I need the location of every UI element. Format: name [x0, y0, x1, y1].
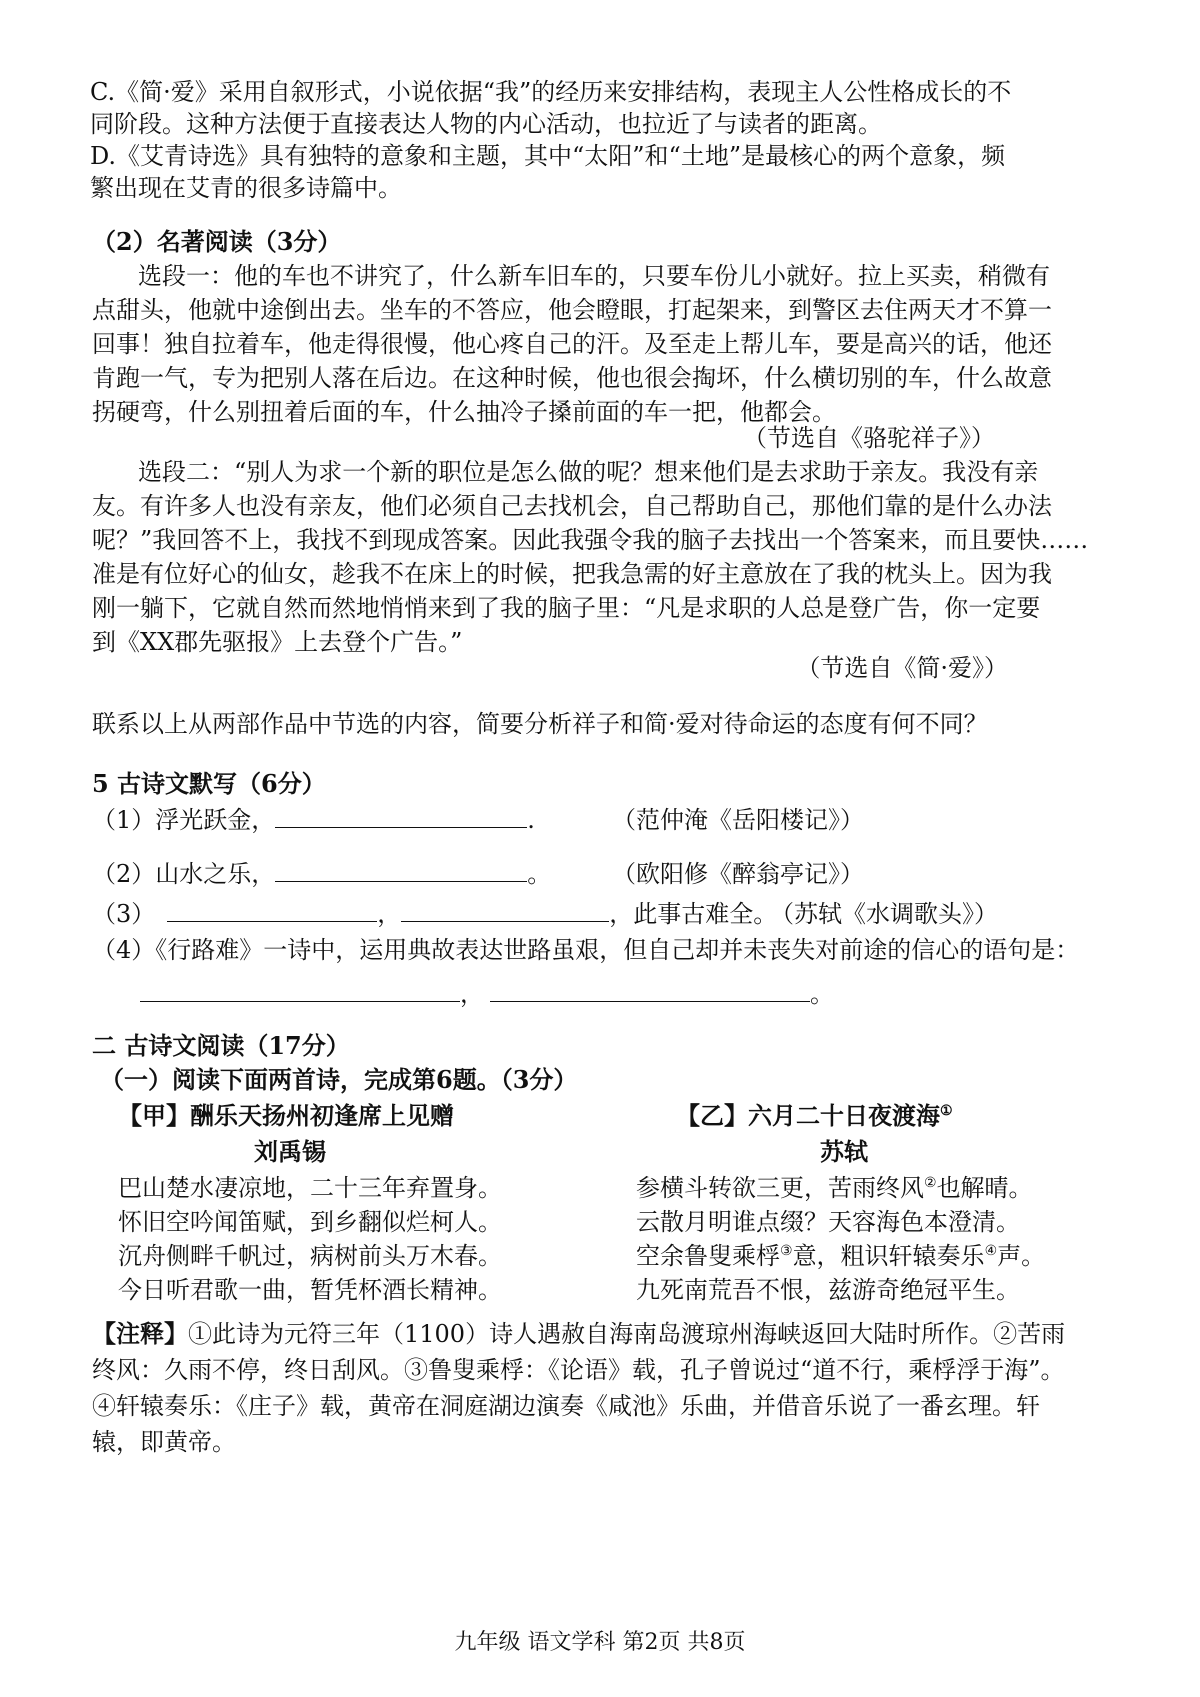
note-marker: ① [940, 1103, 953, 1119]
notes-label: 【注释】 [92, 1319, 188, 1348]
answer-blank [275, 805, 527, 828]
poem-a-title: 【甲】酬乐天扬州初逢席上见赠 [118, 1101, 454, 1130]
recite-q4: （4）《行路难》一诗中，运用典故表达世路虽艰，但自己却并未丧失对前途的信心的语句是： [92, 936, 1080, 964]
poem-b-title [676, 1098, 953, 1134]
page-footer: 九年级 语文学科 第2页 共8页 [454, 1630, 746, 1655]
recite-q4-answer [140, 976, 834, 1012]
answer-blank [275, 859, 527, 882]
excerpt1-line: 点甜头，他就中途倒出去。坐车的不答应，他会瞪眼，打起架来，到警区去住两天才不算一 [92, 296, 1052, 324]
notes-line-2: 终风：久雨不停，终日刮风。③鲁叟乘桴：《论语》载，孔子曾说过“道不行，乘桴浮于海”。 [92, 1356, 1065, 1384]
recite-q2-prefix: （2）山水之乐， [92, 860, 276, 888]
recite-heading: 5 古诗文默写（6分） [92, 769, 326, 798]
poem-b-line-3c: 声。 [997, 1242, 1046, 1270]
poem-b-line: 云散月明谁点缀？天容海色本澄清。 [636, 1208, 1020, 1236]
poem-a-line: 怀旧空吟闻笛赋，到乡翻似烂柯人。 [118, 1208, 502, 1236]
poem-a-line: 今日听君歌一曲，暂凭杯酒长精神。 [118, 1276, 502, 1304]
answer-blank [167, 899, 377, 922]
recite-q4-end: 。 [810, 980, 834, 1008]
recite-q1-prefix: （1）浮光跃金， [92, 806, 276, 834]
answer-blank [140, 979, 460, 1002]
notes-text-1: ①此诗为元符三年（1100）诗人遇赦自海南岛渡琼州海峡返回大陆时所作。②苦雨 [188, 1320, 1066, 1348]
excerpt2-line: 到《XX郡先驱报》上去登个广告。” [92, 628, 463, 656]
recite-q2 [92, 856, 551, 892]
recite-q3-suffix: ，此事古难全。 [609, 900, 778, 928]
part2-heading: 二 古诗文阅读（17分） [92, 1031, 350, 1060]
excerpt1-line: 肯跑一气，专为把别人落在后边。在这种时候，他也很会掏坏，什么横切别的车，什么故意 [92, 364, 1052, 392]
reading-question: 联系以上从两部作品中节选的内容，简要分析祥子和简·爱对待命运的态度有何不同？ [92, 710, 988, 738]
excerpt2-line: 选段二：“别人为求一个新的职位是怎么做的呢？想来他们是去求助于亲友。我没有亲 [138, 458, 1039, 486]
option-c-line-1: C.《简·爱》采用自叙形式，小说依据“我”的经历来安排结构，表现主人公性格成长的不 [90, 78, 1012, 106]
note-marker: ② [924, 1175, 937, 1191]
answer-blank [401, 899, 609, 922]
notes-line-1 [92, 1316, 1065, 1352]
note-marker: ④ [984, 1243, 998, 1259]
excerpt1-source: （节选自《骆驼祥子》） [743, 424, 995, 452]
recite-q1-source: （范仲淹《岳阳楼记》） [612, 806, 864, 834]
option-c-line-2: 同阶段。这种方法便于直接表达人物的内心活动，也拉近了与读者的距离。 [90, 110, 882, 138]
poem-a-line: 沉舟侧畔千帆过，病树前头万木春。 [118, 1242, 502, 1270]
option-d-line-1: D.《艾青诗选》具有独特的意象和主题，其中“太阳”和“土地”是最核心的两个意象，频 [90, 142, 1006, 170]
excerpt1-line: 选段一：他的车也不讲究了，什么新车旧车的，只要车份儿小就好。拉上买卖，稍微有 [138, 262, 1050, 290]
poem-b-line-1b: 也解晴。 [936, 1174, 1033, 1202]
poem-a-author: 刘禹锡 [254, 1137, 326, 1166]
note-marker: ③ [780, 1243, 793, 1259]
poem-b-line: 九死南荒吾不恨，兹游奇绝冠平生。 [636, 1276, 1020, 1304]
notes-line-4: 辕，即黄帝。 [92, 1428, 236, 1456]
reading-heading: （2）名著阅读（3分） [92, 227, 342, 256]
recite-q1-end: . [527, 806, 535, 834]
poem-b-author: 苏轼 [820, 1137, 868, 1166]
excerpt2-line: 呢？”我回答不上，我找不到现成答案。因此我强令我的脑子去找出一个答案来，而且要快…… [92, 526, 1089, 554]
poem-a-line: 巴山楚水凄凉地，二十三年弃置身。 [118, 1174, 502, 1202]
excerpt1-line: 回事！独自拉着车，他走得很慢，他心疼自己的汗。及至走上帮儿车，要是高兴的话，他还 [92, 330, 1052, 358]
poem-b-line-1a: 参横斗转欲三更，苦雨终风 [636, 1174, 924, 1202]
recite-q4-comma: ， [460, 980, 484, 1008]
recite-q3-prefix: （3） [92, 900, 156, 928]
answer-blank [490, 979, 810, 1002]
excerpt1-line: 拐硬弯，什么别扭着后面的车，什么抽冷子搡前面的车一把，他都会。 [92, 398, 836, 426]
poem-b-line-3a: 空余鲁叟乘桴 [636, 1242, 780, 1270]
recite-q1 [92, 802, 535, 838]
recite-q2-end: 。 [527, 860, 552, 888]
recite-q2-source: （欧阳修《醉翁亭记》） [612, 860, 864, 888]
poem-b-line [636, 1238, 1045, 1274]
excerpt2-source: （节选自《简·爱》） [796, 654, 1008, 682]
recite-q3-source: （苏轼《水调歌头》） [770, 900, 998, 928]
excerpt2-line: 友。有许多人也没有亲友，他们必须自己去找机会，自己帮助自己，那他们靠的是什么办法 [92, 492, 1052, 520]
excerpt2-line: 准是有位好心的仙女，趁我不在床上的时候，把我急需的好主意放在了我的枕头上。因为我 [92, 560, 1052, 588]
option-d-line-2: 繁出现在艾青的很多诗篇中。 [90, 174, 402, 202]
recite-q3-comma: ， [377, 900, 402, 928]
poem-b-line [636, 1170, 1033, 1206]
poem-b-line-3b: 意，粗识轩辕奏乐 [792, 1242, 985, 1270]
recite-q3 [92, 896, 777, 932]
notes-line-3: ④轩辕奏乐：《庄子》载，黄帝在洞庭湖边演奏《咸池》乐曲，并借音乐说了一番玄理。轩 [92, 1392, 1040, 1420]
excerpt2-line: 刚一躺下，它就自然而然地悄悄来到了我的脑子里：“凡是求职的人总是登广告，你一定要 [92, 594, 1041, 622]
poem-b-title-text: 【乙】六月二十日夜渡海 [676, 1101, 940, 1130]
part2-subheading: （一）阅读下面两首诗，完成第6题。（3分） [100, 1065, 578, 1094]
